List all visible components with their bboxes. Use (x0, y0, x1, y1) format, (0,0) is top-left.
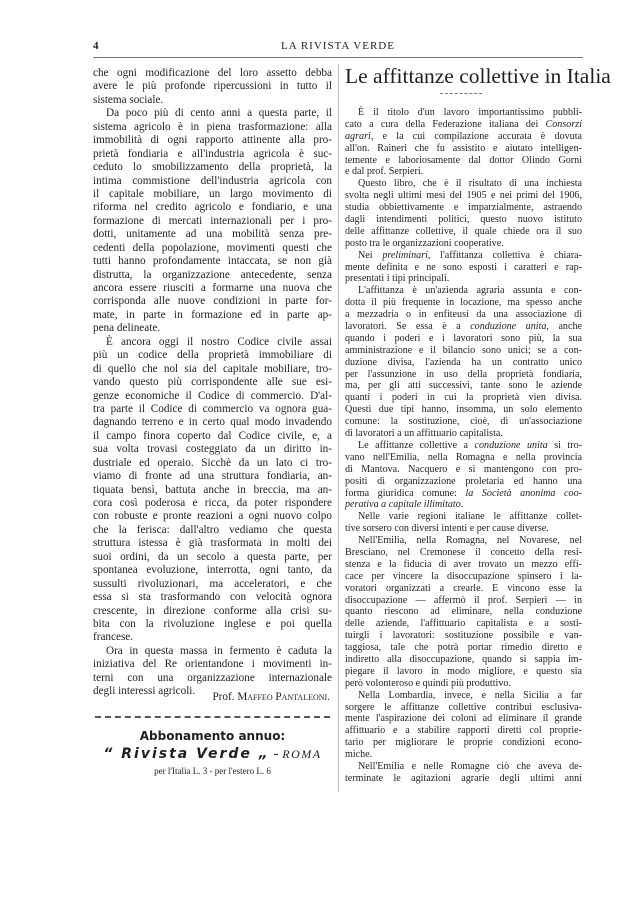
text-segment: , l'affittanza collettiva è chiara- (427, 249, 582, 261)
text-line: sistema agricolo è in piena trasformazione: alla (93, 120, 332, 133)
text-line: il capitale mobiliare, un largo movimento di (93, 187, 332, 200)
text-line: essa si sta trasformando con velocità ognora (93, 591, 332, 604)
text-line (345, 440, 582, 452)
text-line: positi di organizzazione proletaria ed hanno una (345, 475, 582, 487)
italic-text: agrari (345, 130, 371, 142)
text-line: Da poco più di cento anni a questa parte, il (106, 107, 332, 120)
text-line: immobilità di ogni rapporto attinente alla pro- (93, 134, 332, 147)
paragraph (345, 250, 582, 286)
text-line: spontanea evoluzione, interrotta, ogni tanto, da (93, 564, 332, 577)
text-line (345, 488, 582, 500)
text-line: dagli intendimenti politici, questo nuovo istituto (345, 214, 582, 226)
paragraph (345, 690, 582, 761)
text-line: all'on. Raineri che fu assistito e aiutato intelligen- (345, 142, 582, 154)
text-line: comune: la sostituzione, cioè, di un'associazione (345, 416, 582, 428)
text-line: taggiosa, tale che potrà portar rimedio diretto e (345, 642, 582, 654)
magazine-city: ROMA (282, 747, 322, 761)
journal-title: LA RIVISTA VERDE (281, 40, 395, 52)
subscription-prices: per l'Italia L. 3 - per l'estero L. 6 (154, 766, 271, 776)
text-line: pena delineate. (93, 322, 161, 335)
text-line: sorgere le affittanze collettive contribuì esclusiva- (345, 701, 582, 713)
text-line: dotti, unitamente ad una mobilità senza pre- (93, 228, 332, 241)
text-line: che ogni modificazione del loro assetto debba (93, 67, 332, 79)
text-line: stenza e la fiducia di aver trovato un mezzo effi- (345, 558, 582, 570)
text-line: svolta negli ultimi mesi del 1905 e nei primi del 1906, (345, 190, 582, 202)
text-line: presentati i tipi principali. (345, 273, 450, 285)
text-segment: lavoratori. Se essa è a (345, 321, 471, 333)
text-line: sua volta trovasi costeggiato da un diritto in- (93, 443, 332, 456)
text-line (345, 119, 582, 131)
text-line: distrutta, la organizzazione antecedente, senza (93, 268, 332, 281)
text-line: terni con una organizzazione internazionale (93, 671, 332, 684)
paragraph (345, 511, 582, 535)
text-line: però volonteroso e quindi più produttivo. (345, 677, 511, 689)
italic-text: conduzione unita (470, 321, 547, 333)
text-line: di Mantova. Nacquero e si mantengono con pro- (345, 463, 582, 475)
ornamental-rule (95, 716, 330, 718)
text-line: È il titolo d'un lavoro importantissimo pubbli- (358, 107, 582, 118)
page-number: 4 (93, 40, 99, 52)
text-line: È ancora oggi il nostro Codice civile assai (106, 335, 332, 348)
text-line: studia obbiettivamente e imparzialmente, astraendo (345, 202, 582, 214)
text-line: cace per vincere la disoccupazione spinsero i la- (345, 570, 582, 582)
magazine-name: “ Rivista Verde „ (103, 746, 270, 762)
text-line: indiretto alla disoccupazione, quando si sappia im- (345, 653, 582, 665)
text-line: L'affittanza è un'azienda agraria assunta e con- (358, 285, 582, 297)
italic-text: perativa a capitale illimitato (345, 499, 461, 511)
text-line: con robuste e pronte reazioni a ogni nuovo colpo (93, 510, 332, 523)
text-line: ancora essere riusciti a formarne una nuova che (93, 282, 332, 294)
text-line: miche. (345, 749, 373, 761)
text-line: duzione divisa, l'azienda ha un contratto unico (345, 356, 582, 368)
text-segment: si tro- (547, 439, 582, 451)
text-line: Nella Lombardia, invece, e nella Sicilia a far (358, 689, 582, 701)
paragraph (93, 67, 332, 107)
text-line: disoccupazione — affermò il prof. Serpieri — in (345, 594, 582, 606)
text-line: il campo finora coperto dal Codice civile, e, a (93, 429, 332, 442)
paragraph (345, 178, 582, 249)
text-line: cedenti della popolazione, movimenti questi che (93, 241, 332, 254)
text-line: ceduto lo smobilizzamento della proprietà, la (93, 161, 332, 174)
text-line: affittuario e a stabilire rapporti diretti col proprie- (345, 725, 582, 737)
text-line: tuirgli i lavoratori: sostituzione possibile e van- (345, 630, 582, 642)
text-line: avere le più profonde ripercussioni in tutto il (93, 80, 332, 93)
text-line: Questi due tipi hanno, insomma, un solo elemento (345, 404, 582, 416)
text-line: tiquata bensì, battuta anche in breccia, ma an- (93, 483, 332, 496)
text-line: delle affittanze collettive, il quale chiede ora il suo (345, 225, 582, 237)
text-line: quando i poderi e i lavoratori sono più, la sua (345, 332, 582, 344)
text-line: tutti hanno profondamente intaccata, se non già (93, 255, 332, 268)
text-segment: cato a cura della Federazione italiana dei (345, 118, 546, 130)
text-line: amministrazione e il bilancio sono unici; se a con- (345, 344, 582, 356)
italic-text: conduzione unita (474, 439, 548, 451)
text-line: vano nell'Emilia, nella Romagna e nella provincia (345, 451, 582, 463)
text-line (345, 499, 582, 511)
text-line: più un codice della proprietà immobiliare di (93, 349, 332, 362)
text-line: per l'assunzione in uso della proprietà fondiaria, (345, 368, 582, 380)
text-line (345, 250, 582, 262)
text-line: quanti i poderi in cui la proprietà vien divisa. (345, 392, 582, 404)
left-column-article (93, 67, 332, 699)
text-line: di quello che nol sia del capitale mobiliare, tro- (93, 362, 332, 375)
magazine-separator: - (269, 746, 283, 762)
text-line (345, 131, 582, 143)
text-line: piegare il lavoro in modo migliore, e questo sia (345, 665, 582, 677)
text-line: corrisponda alle nuove condizioni in parte for- (93, 295, 332, 308)
text-line: Nell'Emilia e nelle Romagne ciò che aveva de- (358, 760, 582, 772)
header-rule (93, 57, 583, 58)
subscription-heading: Abbonamento annuo: (139, 729, 286, 743)
text-line: Questo libro, che è il risultato di una inchiesta (358, 178, 582, 190)
paragraph (93, 107, 332, 335)
text-line: che la ferisca: dall'altro vediamo che questa (93, 523, 332, 536)
text-segment: Le affittanze collettive a (358, 439, 475, 451)
right-column-article (345, 107, 582, 785)
text-line: quanto riescono ad eliminare, nella conduzione (345, 606, 582, 618)
text-line: vando questo più corrispondente alle sue esi- (93, 376, 332, 389)
signature-prefix: Prof. (212, 691, 235, 703)
text-line: tario per migliorare le proprie condizioni econo- (345, 737, 582, 749)
text-line: Nelle varie regioni italiane le affittanze collet- (358, 511, 582, 523)
text-line: posto tra le organizzazioni cooperative. (345, 237, 504, 249)
text-line: Bresciano, nel Cremonese il concetto della resi- (345, 546, 582, 558)
text-line: genze economiche il Codice di commercio. D'al- (93, 389, 332, 402)
paragraph (93, 336, 332, 645)
text-segment: . (460, 499, 464, 511)
text-line: mate, in parte in formazione ed in parte ap- (93, 308, 332, 321)
text-line: voratori organizzati a crearle. E vincono esse la (345, 582, 582, 594)
text-line: tra parte il Codice di commercio va ognora gua- (93, 402, 332, 415)
text-line: viamo di fronte ad una struttura fondiaria, an- (93, 470, 332, 483)
text-line: Nell'Emilia, nella Romagna, nel Novarese, nel (358, 535, 582, 547)
paragraph (345, 107, 582, 178)
signature-name: Maffeo Pantaleoni. (237, 691, 330, 703)
text-line: prietà fondiaria e all'industria agricola è suc- (93, 147, 332, 160)
text-line: dagnando terreno e in certo qual modo invadendo (93, 416, 332, 429)
text-line: di lavoratori a un affittuario capitalista. (345, 428, 503, 440)
author-signature (93, 691, 330, 703)
text-segment: , e la cui compilazione accurata è dovuta (370, 130, 582, 142)
title-rule (440, 93, 482, 94)
paragraph (345, 285, 582, 440)
text-line (345, 321, 582, 333)
text-line: suoi ordini, da un secolo a questa parte, per (93, 550, 332, 563)
text-line: iniziativa del Re orientandone i movimenti in- (93, 658, 332, 671)
article-title: Le affittanze collettive in Italia (345, 64, 611, 88)
text-line: dustriale ed operaio. Sicchè da un lato ci tro- (93, 456, 332, 469)
text-line: sussulti rivoluzionari, ma acceleratori, e che (93, 577, 332, 590)
text-line: temente e laboriosamente dal dottor Olindo Gorni (345, 154, 582, 166)
text-segment: forma giuridica comune: (345, 487, 466, 499)
text-line: ma, per gli atti successivi, tante sono le aziende (345, 380, 582, 392)
paragraph (345, 535, 582, 690)
paragraph (345, 761, 582, 785)
text-line: delle aziende, l'affittuario capitalista e a sosti- (345, 618, 582, 630)
column-divider (338, 64, 339, 792)
paragraph (345, 440, 582, 511)
text-line: cora così poderosa e ricca, da poter rispondere (93, 497, 332, 509)
text-line: mente definita e ne sono esposti i caratteri e rap- (345, 261, 582, 273)
text-segment: Nei (358, 249, 383, 261)
italic-text: Consorzi (545, 118, 582, 130)
text-line: formazione di mercati internazionali per i pro- (93, 214, 332, 227)
italic-text: preliminari (382, 249, 428, 261)
text-line: bita con la rivoluzione inglese e poi quella (93, 617, 332, 630)
text-line: a mezzadria o in enfiteusi da una associazione di (345, 309, 582, 321)
text-segment: , anche (546, 321, 582, 333)
text-line: struttura istessa è già trasformata in molti dei (93, 537, 332, 550)
text-line: Ora in questa massa in fermento è caduta la (106, 644, 332, 657)
text-line: crescente, in direzione conforme alla crisi su- (93, 604, 332, 617)
text-line: tive sorsero con diversi intenti e per cause diverse. (345, 523, 549, 535)
text-line: terminate le agitazioni agrarie degli ultimi anni (345, 772, 582, 784)
text-line: degli interessi agricoli. (93, 685, 196, 698)
text-line: e dal prof. Serpieri. (345, 166, 424, 178)
italic-text: la Società anonima coo- (465, 487, 582, 499)
text-line: sistema sociale. (93, 93, 164, 106)
text-line: intima commistione dell'industria agricola con (93, 174, 332, 187)
subscription-magazine (93, 746, 332, 763)
text-line: dotta il più frequente in locazione, ma spesso anche (345, 297, 582, 309)
text-line: francese. (93, 631, 134, 644)
text-line: mente l'aspirazione dei coloni ad eliminare il grande (345, 713, 582, 725)
text-line: riforma nel credito agricolo e fondiario, e una (93, 201, 332, 214)
